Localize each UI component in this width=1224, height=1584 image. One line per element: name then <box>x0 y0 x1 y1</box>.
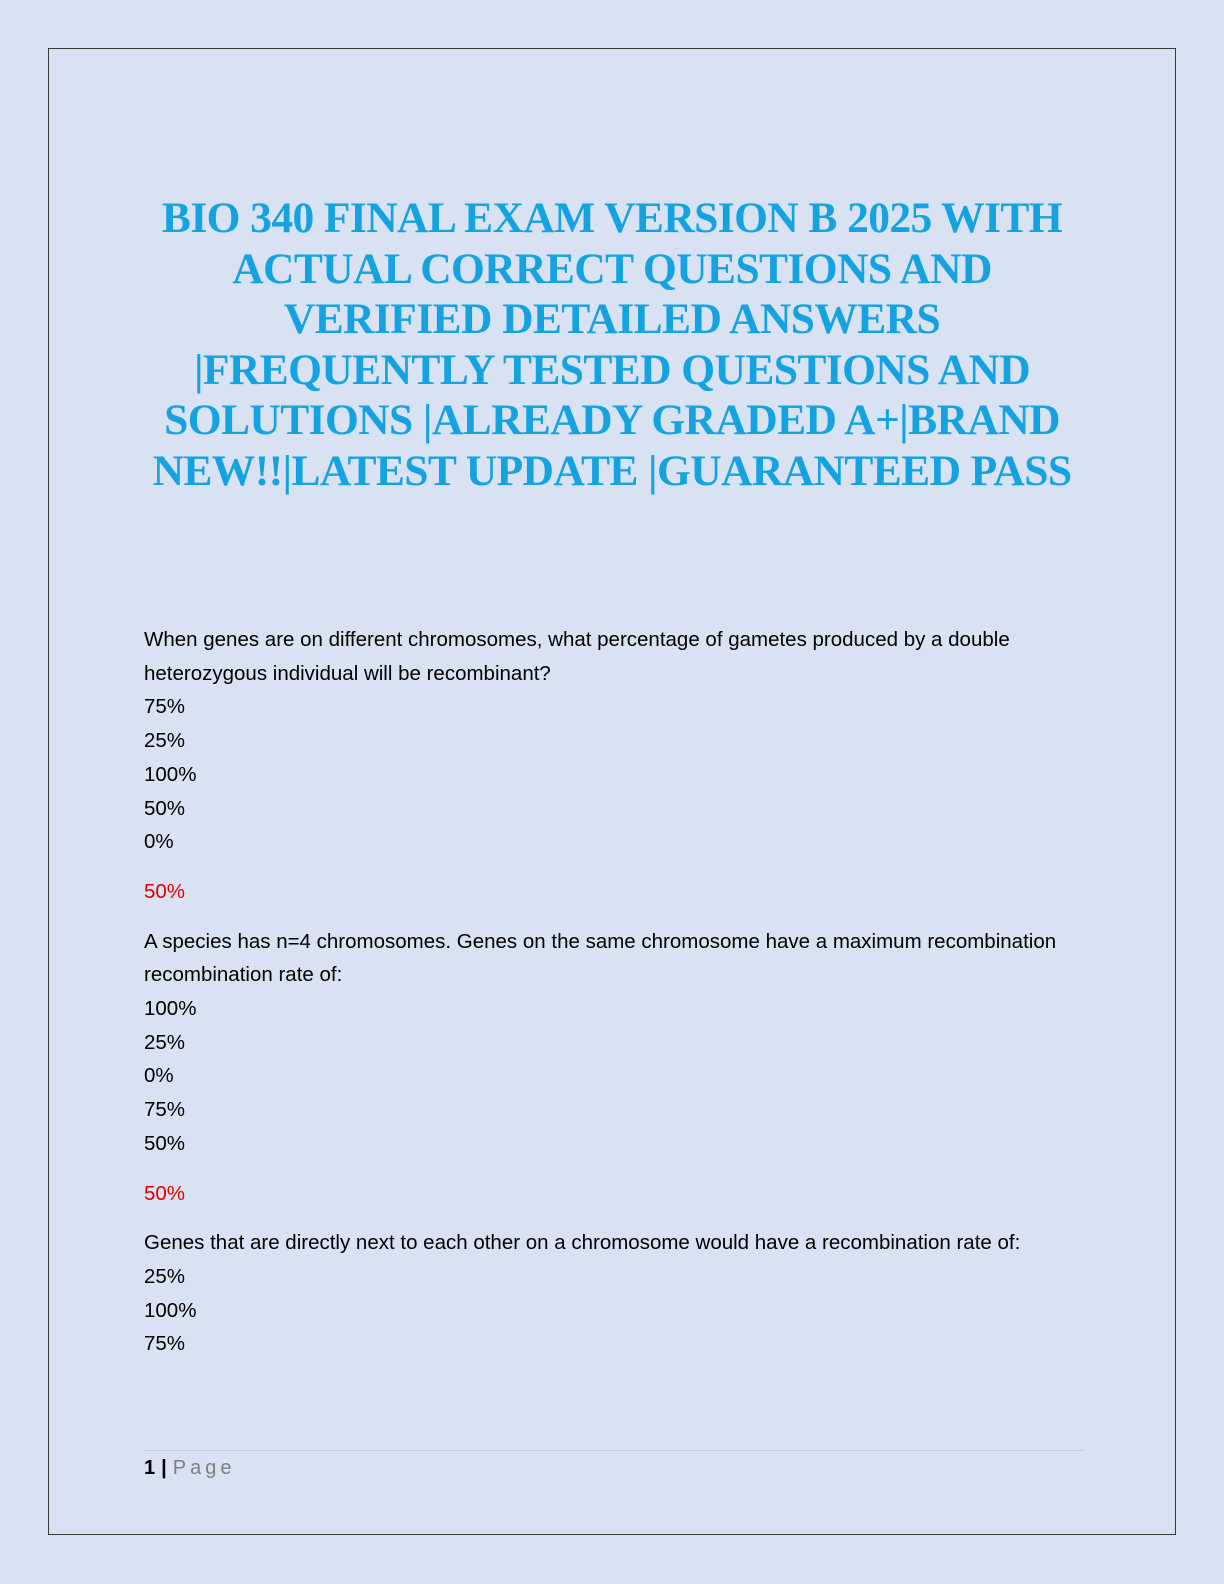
question-text: A species has n=4 chromosomes. Genes on the same chromosome have a maximum recombination recombination rate of: <box>144 929 1057 987</box>
answer-option: 50% <box>144 1131 186 1155</box>
answer-option: 50% <box>144 796 186 820</box>
answer-option: 25% <box>144 729 186 753</box>
answer-option: 100% <box>144 1298 197 1322</box>
page-label: Page <box>172 1457 236 1479</box>
footer-separator: | <box>161 1457 167 1479</box>
page-footer <box>144 1455 235 1481</box>
answer-option: 0% <box>144 830 174 854</box>
question-text: When genes are on different chromosomes, what percentage of gametes produced by a double heterozygous individual will be recombinant? <box>144 628 1010 685</box>
question-1 <box>144 623 1084 909</box>
answer-option: 100% <box>144 762 197 786</box>
question-text: Genes that are directly next to each other on a chromosome would have a recombination rate of: <box>144 1231 1021 1255</box>
correct-answer: 50% <box>144 1181 186 1205</box>
question-list <box>144 623 1084 1361</box>
question-2 <box>144 925 1084 1211</box>
answer-option: 75% <box>144 1332 186 1356</box>
answer-option: 25% <box>144 1030 186 1054</box>
answer-option: 75% <box>144 695 186 719</box>
question-3 <box>144 1226 1084 1361</box>
document-title: BIO 340 FINAL EXAM VERSION B 2025 WITH ACTUAL CORRECT QUESTIONS AND VERIFIED DETAILED ANSWERS |FREQUENTLY TESTED QUESTIONS AND SOLUTIONS |ALREADY GRADED A+|BRAND NEW!!|LATEST UPDATE |GUARANTEED PASS <box>152 194 1072 495</box>
page-number: 1 <box>144 1457 156 1479</box>
answer-option: 0% <box>144 1064 174 1088</box>
footer-divider <box>144 1450 1084 1451</box>
correct-answer: 50% <box>144 879 186 903</box>
answer-option: 25% <box>144 1264 186 1288</box>
answer-option: 100% <box>144 997 197 1021</box>
answer-option: 75% <box>144 1098 186 1122</box>
